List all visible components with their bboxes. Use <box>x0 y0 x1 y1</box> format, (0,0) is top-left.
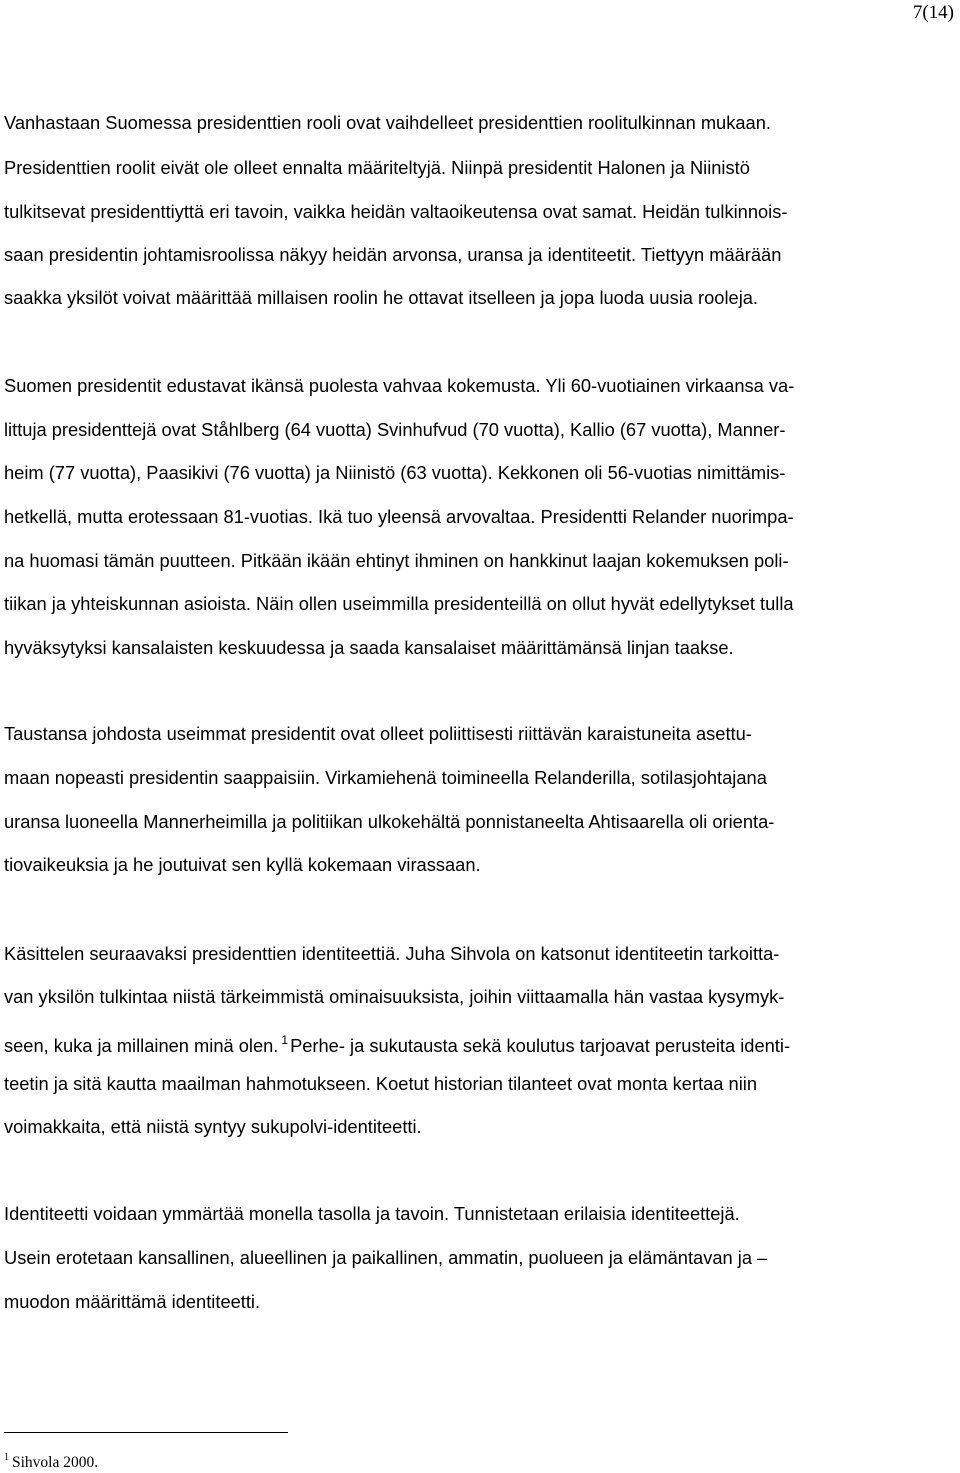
text-line: voimakkaita, että niistä syntyy sukupolvi-identiteetti. <box>4 1116 422 1137</box>
text-line: Identiteetti voidaan ymmärtää monella tasolla ja tavoin. Tunnistetaan erilaisia identiteettejä. <box>4 1203 740 1224</box>
text-line: hetkellä, mutta erotessaan 81-vuotias. Ikä tuo yleensä arvovaltaa. Presidentti Relander nuorimpa- <box>4 506 794 527</box>
text-line: Vanhastaan Suomessa presidenttien rooli ovat vaihdelleet presidenttien roolitulkinnan mukaan. <box>4 112 771 133</box>
text-line: heim (77 vuotta), Paasikivi (76 vuotta) ja Niinistö (63 vuotta). Kekkonen oli 56-vuotias nimittämis- <box>4 462 786 483</box>
text-line: van yksilön tulkintaa niistä tärkeimmistä ominaisuuksista, joihin viittaamalla hän vastaa kysymyk- <box>4 986 785 1007</box>
text-line: maan nopeasti presidentin saappaisiin. Virkamiehenä toimineella Relanderilla, sotilasjohtajana <box>4 767 767 788</box>
text-line: tiovaikeuksia ja he joutuivat sen kyllä kokemaan virassaan. <box>4 854 481 875</box>
text-line: tulkitsevat presidenttiyttä eri tavoin, vaikka heidän valtaoikeutensa ovat samat. Heidän tulkinnois- <box>4 201 788 222</box>
text-line: Usein erotetaan kansallinen, alueellinen ja paikallinen, ammatin, puolueen ja elämäntavan ja – <box>4 1247 768 1268</box>
text-line: hyväksytyksi kansalaisten keskuudessa ja saada kansalaiset määrittämänsä linjan taakse. <box>4 637 734 658</box>
footnote-divider <box>4 1432 288 1433</box>
footnote-marker: 1 <box>4 1452 9 1463</box>
text-line: na huomasi tämän puutteen. Pitkään ikään ehtinyt ihminen on hankkinut laajan kokemuksen poli- <box>4 550 789 571</box>
text-line: muodon määrittämä identiteetti. <box>4 1291 261 1312</box>
text-line: Suomen presidentit edustavat ikänsä puolesta vahvaa kokemusta. Yli 60-vuotiainen virkaansa va- <box>4 375 795 396</box>
text-line: saakka yksilöt voivat määrittää millaisen roolin he ottavat itselleen ja jopa luoda uusia rooleja. <box>4 287 759 308</box>
page-number: 7(14) <box>912 2 954 23</box>
text-line: tiikan ja yhteiskunnan asioista. Näin ollen useimmilla presidenteillä on ollut hyvät edellytykset tulla <box>4 593 794 614</box>
footnote <box>4 1448 98 1473</box>
text-line: Presidenttien roolit eivät ole olleet ennalta määriteltyjä. Niinpä presidentit Halonen ja Niinistö <box>4 157 750 178</box>
text-line: saan presidentin johtamisroolissa näkyy heidän arvonsa, uransa ja identiteetit. Tiettyyn määrään <box>4 244 782 265</box>
text-line-with-footnote-ref <box>4 1028 790 1058</box>
footnote-reference: 1 <box>281 1033 289 1047</box>
footnote-text: Sihvola 2000. <box>12 1454 99 1471</box>
text-line: uransa luoneella Mannerheimilla ja politiikan ulkokehältä ponnistaneelta Ahtisaarella oli orienta- <box>4 811 775 832</box>
text-line: Käsittelen seuraavaksi presidenttien identiteettiä. Juha Sihvola on katsonut identiteetin tarkoitta- <box>4 943 780 964</box>
text-segment: seen, kuka ja millainen minä olen. <box>4 1035 279 1056</box>
text-line: littuja presidenttejä ovat Ståhlberg (64 vuotta) Svinhufvud (70 vuotta), Kallio (67 vuotta), Manner- <box>4 419 786 440</box>
text-line: teetin ja sitä kautta maailman hahmotukseen. Koetut historian tilanteet ovat monta kertaa niin <box>4 1073 758 1094</box>
text-segment: Perhe- ja sukutausta sekä koulutus tarjoavat perusteita identi- <box>290 1035 791 1056</box>
text-line: Taustansa johdosta useimmat presidentit ovat olleet poliittisesti riittävän karaistuneita asettu- <box>4 723 752 744</box>
